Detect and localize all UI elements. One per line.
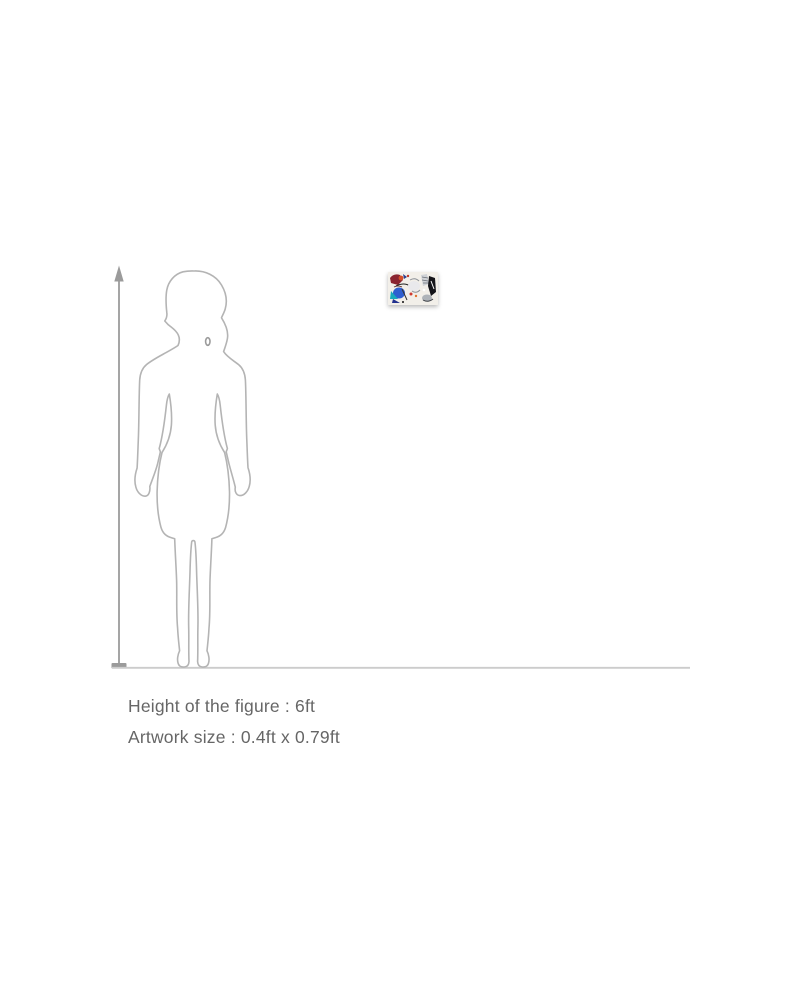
- person-silhouette-icon: [135, 271, 250, 667]
- abstract-painting-icon: [388, 272, 438, 305]
- artwork-thumbnail: [388, 272, 438, 305]
- height-measure-arrow: [112, 266, 127, 669]
- earring-detail: [206, 338, 210, 346]
- size-info: [128, 695, 340, 757]
- artwork-size-label: Artwork size : 0.4ft x 0.79ft: [128, 727, 340, 747]
- figure-height-label: Height of the figure : 6ft: [128, 696, 316, 716]
